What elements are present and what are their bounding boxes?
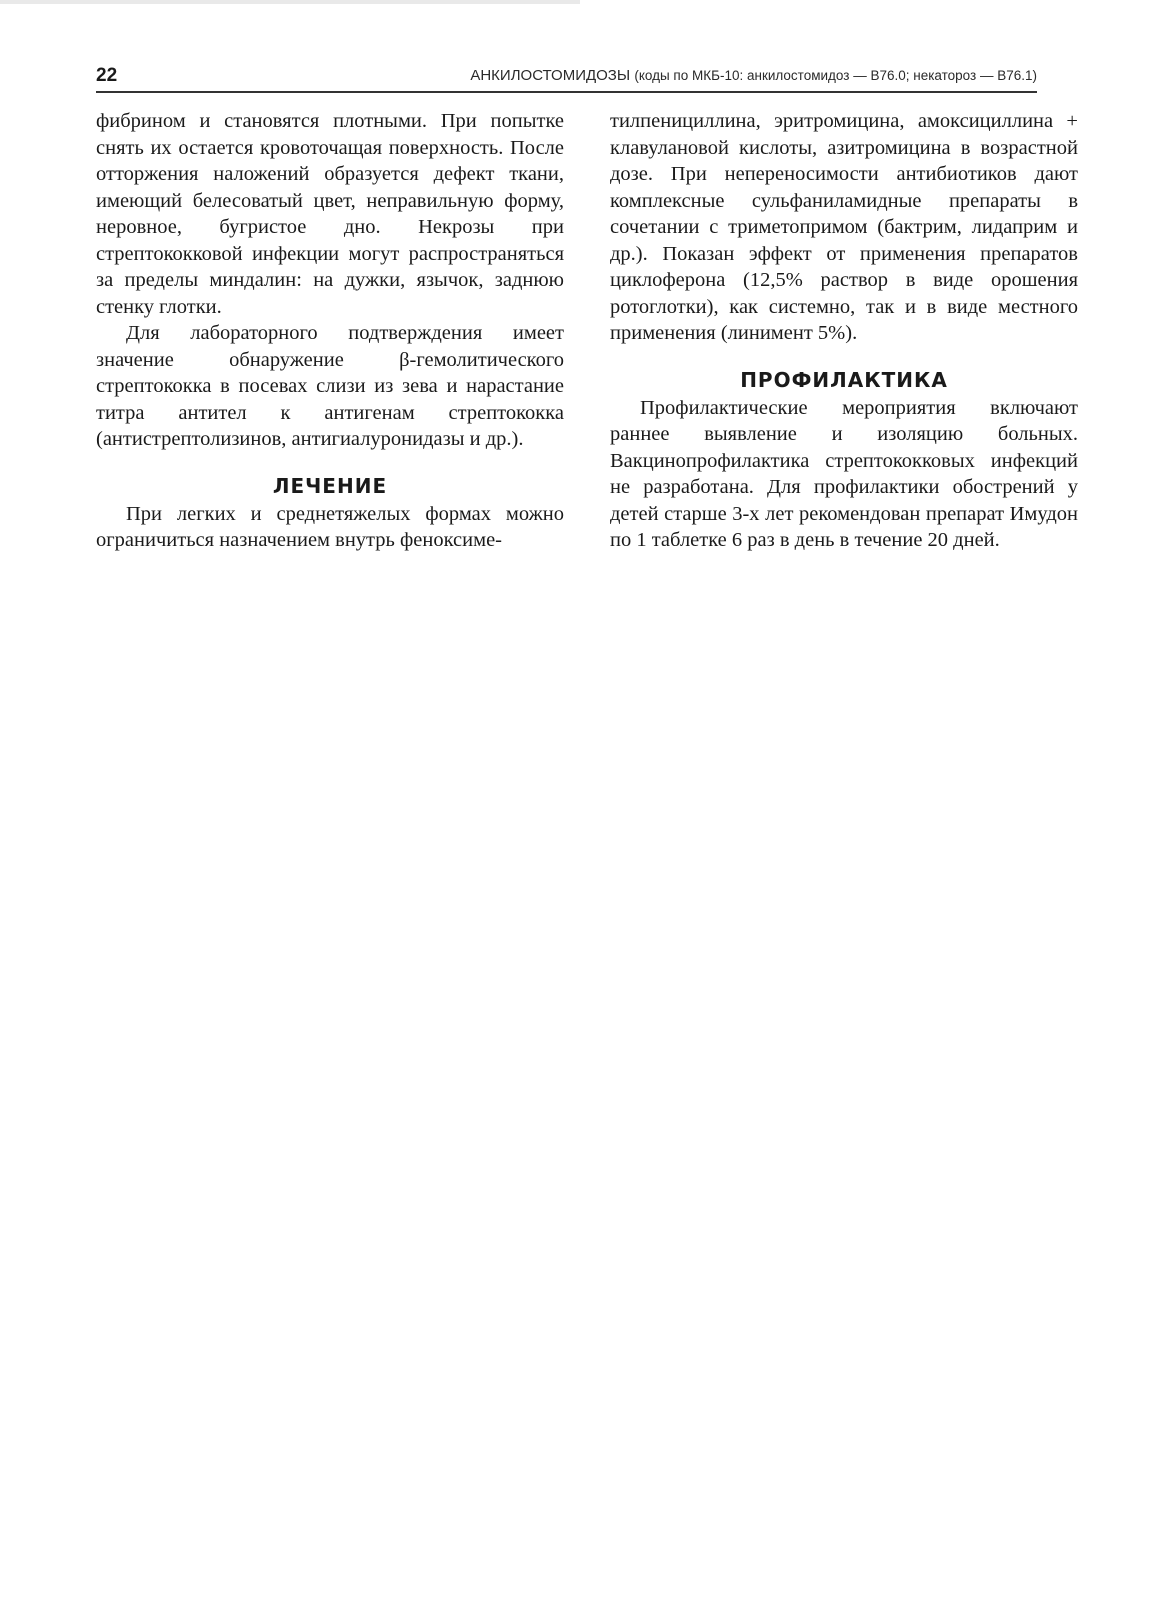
header-rule bbox=[96, 91, 1037, 93]
paragraph-lab-confirmation: Для лабораторного подтверждения имеет значение обнаружение β-гемолитического стрептококка в посевах слизи из зева и нарастание титра антител к антигенам стрептококка (антистрептолизинов, антигиалуронидазы и др.). bbox=[96, 322, 564, 450]
section-heading-prevention: ПРОФИЛАКТИКА bbox=[740, 367, 948, 392]
page-number: 22 bbox=[96, 65, 118, 86]
right-column bbox=[610, 108, 1078, 554]
running-title bbox=[470, 65, 1037, 87]
paragraph-continued: фибрином и становятся плотными. При попытке снять их остается кровоточащая поверхность. После отторжения наложений образуется дефект ткани, имеющий белесоватый цвет, неправильную форму, неровное, бугристое дно. Некрозы при стрептококковой инфекции могут распространяться за пределы миндалин: на дужки, язычок, заднюю стенку глотки. bbox=[96, 110, 564, 318]
scan-top-edge bbox=[0, 0, 580, 4]
paragraph-prevention: Профилактические мероприятия включают раннее выявление и изоляцию больных. Вакцинопрофилактика стрептококковых инфекций не разработана. Для профилактики обострений у детей старше 3-х лет рекомендован препарат Имудон по 1 таблетке 6 раз в день в течение 20 дней. bbox=[610, 396, 1078, 551]
running-title-codes: (коды по МКБ-10: анкилостомидоз — B76.0; некатороз — B76.1) bbox=[634, 68, 1037, 83]
paragraph-treatment-continued: тилпенициллина, эритромицина, амоксициллина + клавулановой кислоты, азитромицина в возрастной дозе. При непереносимости антибиотиков дают комплексные сульфаниламидные препараты в сочетании с триметопримом (бактрим, лидаприм и др.). Показан эффект от применения препаратов циклоферона (12,5% раствор в виде орошения ротоглотки), как системно, так и в виде местного применения (линимент 5%). bbox=[610, 110, 1078, 344]
running-head bbox=[96, 64, 1037, 92]
running-title-main: АНКИЛОСТОМИДОЗЫ bbox=[470, 67, 631, 84]
paragraph-treatment: При легких и среднетяжелых формах можно ограничиться назначением внутрь феноксиме- bbox=[96, 502, 564, 551]
section-heading-treatment: ЛЕЧЕНИЕ bbox=[272, 473, 388, 498]
left-column bbox=[96, 108, 564, 554]
